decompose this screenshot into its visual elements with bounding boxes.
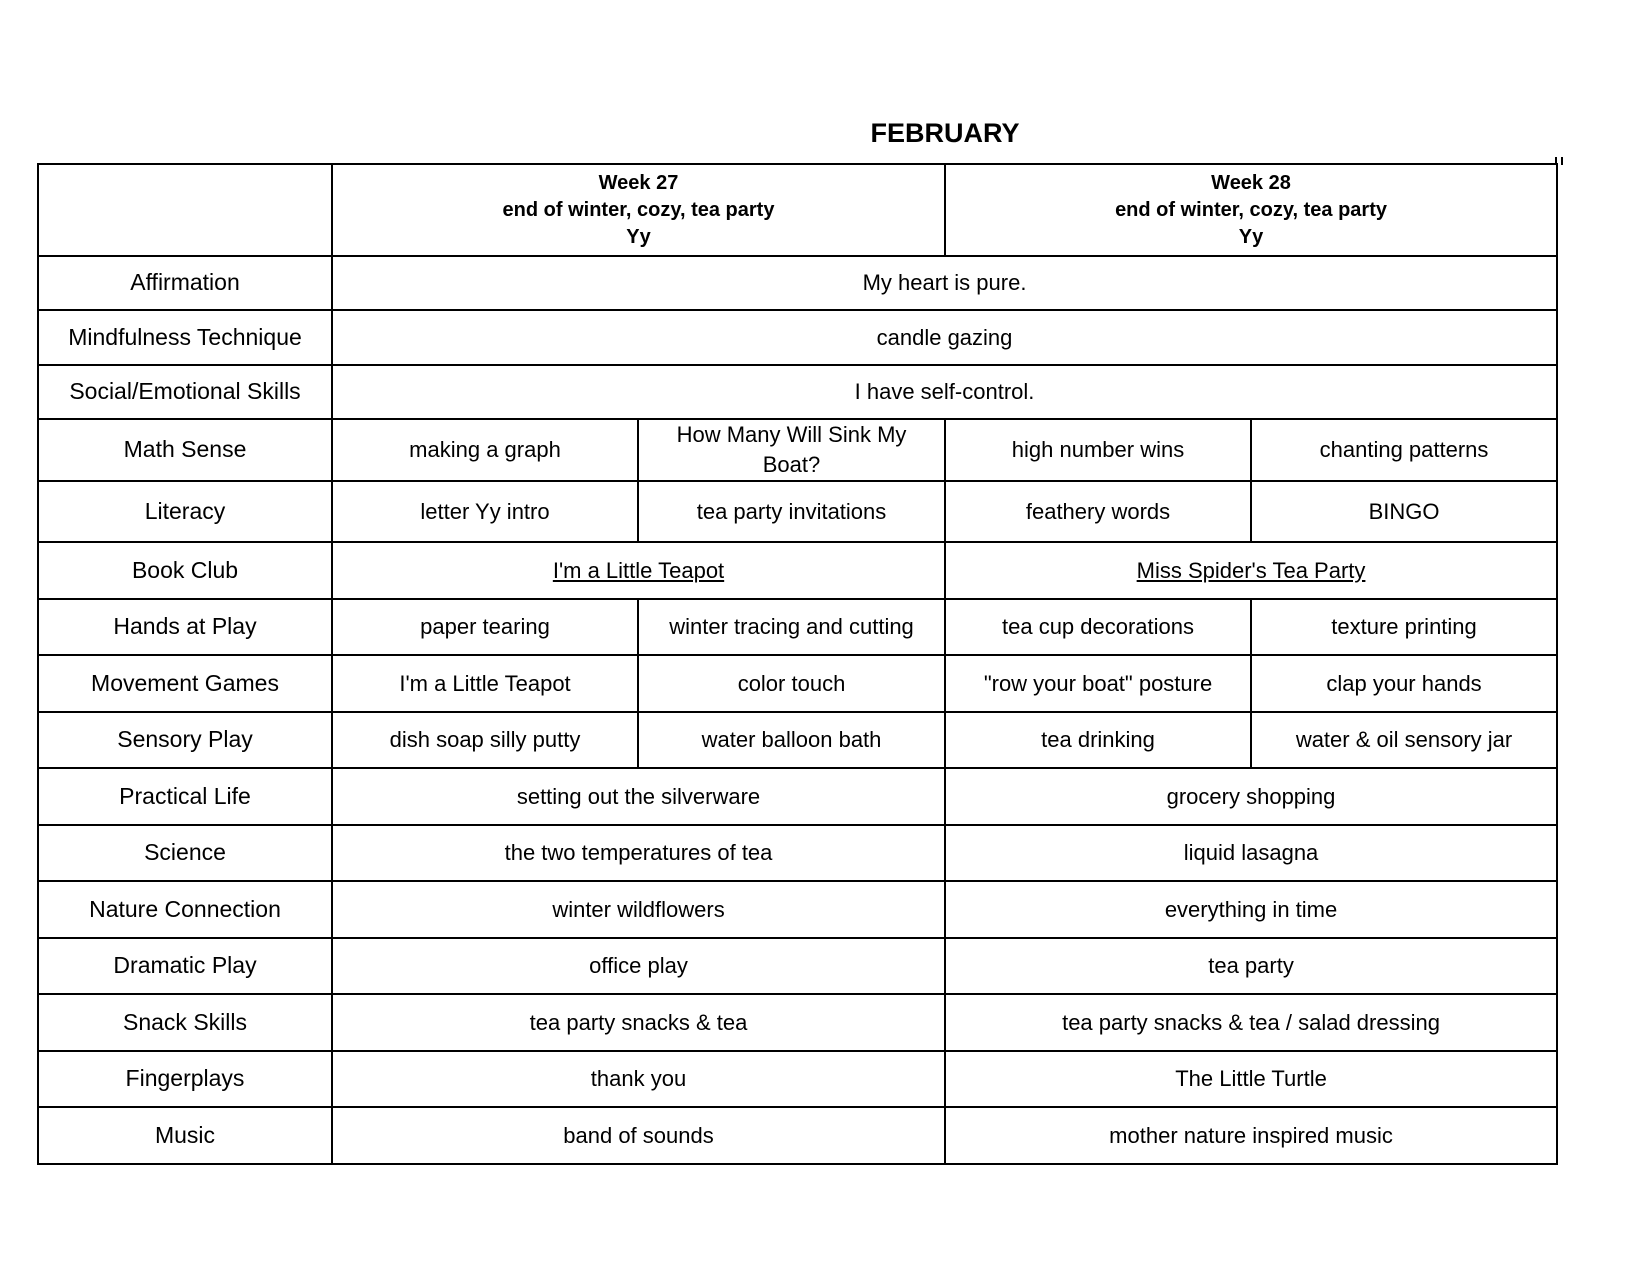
cell: BINGO [1251, 481, 1557, 542]
week-letter: Yy [626, 225, 651, 248]
cell: band of sounds [332, 1107, 945, 1164]
row-label: Nature Connection [38, 881, 332, 938]
row-label: Dramatic Play [38, 938, 332, 994]
row-social [38, 365, 1557, 419]
cell: thank you [332, 1051, 945, 1107]
week-theme: end of winter, cozy, tea party [1115, 198, 1387, 221]
cell: "row your boat" posture [945, 655, 1251, 712]
cell: grocery shopping [945, 768, 1557, 825]
cell [332, 542, 945, 599]
cell: tea party invitations [638, 481, 945, 542]
row-label: Literacy [38, 481, 332, 542]
cell: How Many Will Sink My Boat? [638, 419, 945, 481]
cell: water & oil sensory jar [1251, 712, 1557, 768]
cell: tea party snacks & tea [332, 994, 945, 1051]
cell: everything in time [945, 881, 1557, 938]
header-row [38, 164, 1557, 256]
week-28-header [945, 164, 1557, 256]
cell: high number wins [945, 419, 1251, 481]
cell: winter wildflowers [332, 881, 945, 938]
row-affirmation [38, 256, 1557, 310]
week-theme: end of winter, cozy, tea party [502, 198, 775, 221]
week-27-header [332, 164, 945, 256]
row-label: Fingerplays [38, 1051, 332, 1107]
row-sensory-play [38, 712, 1557, 768]
page-title [0, 118, 1650, 149]
row-science [38, 825, 1557, 881]
cell: dish soap silly putty [332, 712, 638, 768]
cell [945, 542, 1557, 599]
book-title: I'm a Little Teapot [552, 557, 725, 583]
cell: candle gazing [332, 310, 1557, 365]
row-label: Movement Games [38, 655, 332, 712]
row-label: Music [38, 1107, 332, 1164]
cell: My heart is pure. [332, 256, 1557, 310]
row-book-club [38, 542, 1557, 599]
cell: color touch [638, 655, 945, 712]
cell: paper tearing [332, 599, 638, 655]
row-snack-skills [38, 994, 1557, 1051]
week-label: Week 27 [598, 171, 679, 194]
row-nature-connection [38, 881, 1557, 938]
cell: setting out the silverware [332, 768, 945, 825]
cell: office play [332, 938, 945, 994]
cell: chanting patterns [1251, 419, 1557, 481]
week-letter: Yy [1238, 225, 1264, 248]
row-label: Sensory Play [38, 712, 332, 768]
title-text: FEBRUARY [870, 118, 1020, 148]
cell: tea party [945, 938, 1557, 994]
cell: winter tracing and cutting [638, 599, 945, 655]
row-mindfulness [38, 310, 1557, 365]
row-literacy [38, 481, 1557, 542]
cell: liquid lasagna [945, 825, 1557, 881]
cell: clap your hands [1251, 655, 1557, 712]
row-practical-life [38, 768, 1557, 825]
cell: texture printing [1251, 599, 1557, 655]
row-label: Science [38, 825, 332, 881]
row-dramatic-play [38, 938, 1557, 994]
lesson-plan-table [37, 163, 1558, 1165]
row-hands-at-play [38, 599, 1557, 655]
row-math [38, 419, 1557, 481]
row-label: Mindfulness Technique [38, 310, 332, 365]
cell: water balloon bath [638, 712, 945, 768]
cell: tea cup decorations [945, 599, 1251, 655]
cell: tea party snacks & tea / salad dressing [945, 994, 1557, 1051]
row-music [38, 1107, 1557, 1164]
cell: I have self-control. [332, 365, 1557, 419]
cell: making a graph [332, 419, 638, 481]
cell: The Little Turtle [945, 1051, 1557, 1107]
week-label: Week 28 [1211, 171, 1291, 194]
book-title: Miss Spider's Tea Party [1136, 557, 1366, 583]
cell: I'm a Little Teapot [332, 655, 638, 712]
row-fingerplays [38, 1051, 1557, 1107]
row-label: Math Sense [38, 419, 332, 481]
cell: the two temperatures of tea [332, 825, 945, 881]
row-movement-games [38, 655, 1557, 712]
row-label: Hands at Play [38, 599, 332, 655]
corner-cell [38, 164, 332, 256]
row-label: Book Club [38, 542, 332, 599]
cell: feathery words [945, 481, 1251, 542]
cell: mother nature inspired music [945, 1107, 1557, 1164]
row-label: Practical Life [38, 768, 332, 825]
cell: tea drinking [945, 712, 1251, 768]
row-label: Snack Skills [38, 994, 332, 1051]
row-label: Affirmation [38, 256, 332, 310]
cell: letter Yy intro [332, 481, 638, 542]
row-label: Social/Emotional Skills [38, 365, 332, 419]
